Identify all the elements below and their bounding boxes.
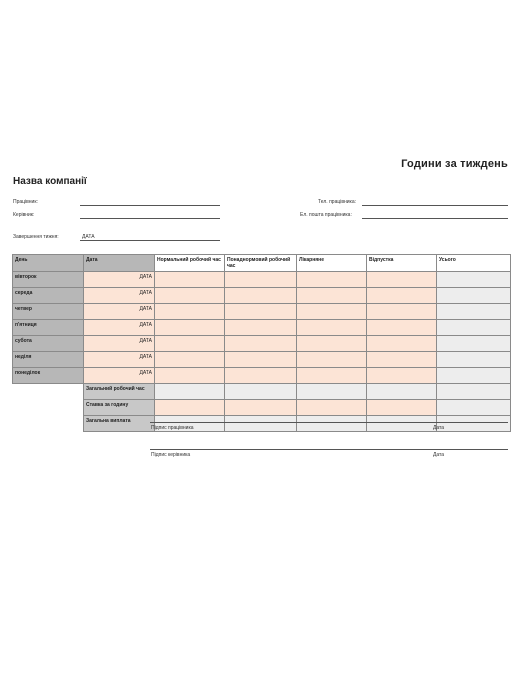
day-cell: четвер [13,304,84,320]
email-label: Ел. пошта працівника: [300,212,352,218]
timesheet-table [12,254,511,432]
phone-field[interactable] [362,205,508,206]
total-cell [437,288,511,304]
overtime-cell[interactable] [225,272,297,288]
table-row [13,368,511,384]
summary-cell [437,400,511,416]
total-cell [437,368,511,384]
summary-cell [367,384,437,400]
header-overtime: Понаднормовий робочий час [225,255,297,272]
summary-label: Загальна виплата [84,416,155,432]
summary-cell [437,416,511,432]
date-cell[interactable]: ДАТА [84,352,155,368]
summary-cell [297,384,367,400]
manager-signature-label: Підпис керівника [151,452,191,458]
rate-cell[interactable] [297,400,367,416]
table-row [13,352,511,368]
day-cell: п'ятниця [13,320,84,336]
employee-signature-date-label: Дата [433,425,445,431]
vacation-cell[interactable] [367,336,437,352]
day-cell: субота [13,336,84,352]
table-row [13,288,511,304]
manager-signature-line[interactable] [150,449,508,450]
summary-label: Ставка за годину [84,400,155,416]
header-total: Усього [437,255,511,272]
header-date: Дата [84,255,155,272]
regular-hours-cell[interactable] [155,304,225,320]
date-cell[interactable]: ДАТА [84,288,155,304]
vacation-cell[interactable] [367,368,437,384]
total-cell [437,320,511,336]
total-cell [437,304,511,320]
vacation-cell[interactable] [367,320,437,336]
page-title: Години за тиждень [401,158,508,170]
summary-cell [225,416,297,432]
vacation-cell[interactable] [367,352,437,368]
overtime-cell[interactable] [225,304,297,320]
sick-cell[interactable] [297,272,367,288]
manager-signature-date-label: Дата [433,452,445,458]
overtime-cell[interactable] [225,368,297,384]
summary-row-rate [13,400,511,416]
summary-row-total-hours [13,384,511,400]
regular-hours-cell[interactable] [155,288,225,304]
sick-cell[interactable] [297,352,367,368]
sick-cell[interactable] [297,320,367,336]
total-cell [437,336,511,352]
manager-field[interactable] [80,218,220,219]
regular-hours-cell[interactable] [155,336,225,352]
total-cell [437,352,511,368]
date-cell[interactable]: ДАТА [84,368,155,384]
table-row [13,304,511,320]
summary-cell [225,384,297,400]
header-sick: Лікарняне [297,255,367,272]
week-end-value: ДАТА [82,234,95,240]
table-row [13,320,511,336]
summary-cell [367,416,437,432]
overtime-cell[interactable] [225,288,297,304]
rate-cell[interactable] [367,400,437,416]
employee-field[interactable] [80,205,220,206]
sick-cell[interactable] [297,304,367,320]
employee-label: Працівник: [13,199,38,205]
overtime-cell[interactable] [225,352,297,368]
vacation-cell[interactable] [367,288,437,304]
company-name: Назва компанії [13,176,87,187]
date-cell[interactable]: ДАТА [84,272,155,288]
sick-cell[interactable] [297,288,367,304]
rate-cell[interactable] [155,400,225,416]
sick-cell[interactable] [297,368,367,384]
overtime-cell[interactable] [225,320,297,336]
date-cell[interactable]: ДАТА [84,304,155,320]
overtime-cell[interactable] [225,336,297,352]
week-end-label: Завершення тижня: [13,234,59,240]
day-cell: середа [13,288,84,304]
regular-hours-cell[interactable] [155,272,225,288]
summary-cell [297,416,367,432]
day-cell: неділя [13,352,84,368]
table-header-row [13,255,511,272]
employee-signature-label: Підпис працівника [151,425,194,431]
day-cell: понеділок [13,368,84,384]
header-day: День [13,255,84,272]
phone-label: Тел. працівника: [318,199,357,205]
regular-hours-cell[interactable] [155,352,225,368]
day-cell: вівторок [13,272,84,288]
date-cell[interactable]: ДАТА [84,320,155,336]
employee-signature-line[interactable] [150,422,508,423]
email-field[interactable] [362,218,508,219]
table-row [13,272,511,288]
week-end-field[interactable] [80,240,220,241]
header-regular-hours: Нормальний робочий час [155,255,225,272]
regular-hours-cell[interactable] [155,368,225,384]
regular-hours-cell[interactable] [155,320,225,336]
header-vacation: Відпустка [367,255,437,272]
vacation-cell[interactable] [367,304,437,320]
summary-label: Загальний робочий час [84,384,155,400]
manager-label: Керівник: [13,212,35,218]
summary-cell [155,384,225,400]
summary-cell [437,384,511,400]
date-cell[interactable]: ДАТА [84,336,155,352]
rate-cell[interactable] [225,400,297,416]
table-row [13,336,511,352]
sick-cell[interactable] [297,336,367,352]
vacation-cell[interactable] [367,272,437,288]
total-cell [437,272,511,288]
